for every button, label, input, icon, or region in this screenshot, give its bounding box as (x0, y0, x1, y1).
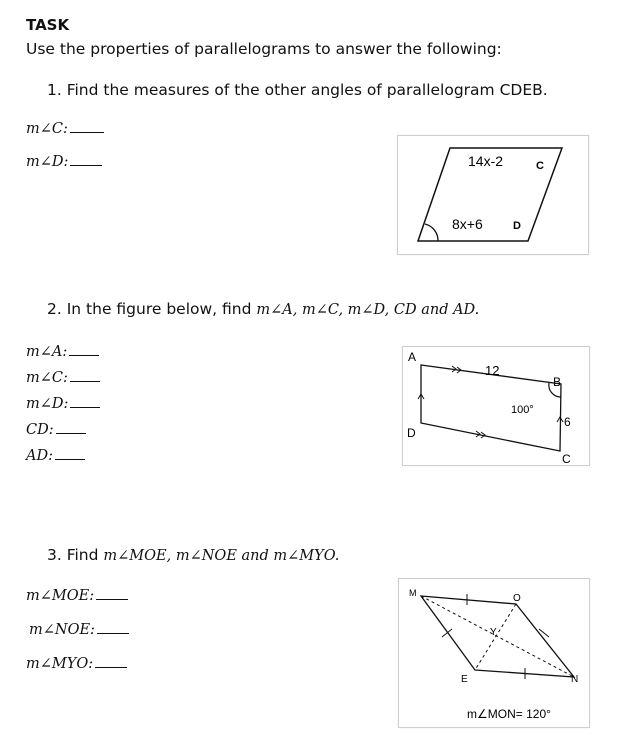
q3-answer-myo-blank[interactable] (95, 666, 127, 668)
q3-answer-noe-label: m∠NOE: (29, 622, 95, 638)
q3-diagonal-mn (421, 596, 574, 677)
q2-answer-cd-blank[interactable] (56, 432, 86, 434)
q2-prompt-text: 2. In the figure below, find (47, 300, 257, 318)
q3-prompt-math: m∠MOE, m∠NOE and m∠MYO. (103, 548, 340, 564)
q1-prompt: 1. Find the measures of the other angles of parallelogram CDEB. (47, 81, 548, 99)
q2-answer-d-label: m∠D: (26, 396, 69, 412)
q2-parallelogram-diagram (403, 347, 589, 465)
q2-answer-a (26, 341, 99, 360)
q3-answer-noe-blank[interactable] (97, 632, 129, 634)
q3-vertex-o: O (513, 593, 521, 604)
q3-given-angle: m∠MON= 120° (467, 707, 551, 721)
q2-vertex-c: C (562, 452, 571, 465)
q1-parallelogram-diagram (398, 136, 588, 254)
q2-answer-d (26, 393, 100, 412)
q3-answer-moe-blank[interactable] (96, 598, 128, 600)
q2-answer-cd (26, 419, 86, 438)
q2-answer-a-blank[interactable] (69, 354, 99, 356)
q3-rhombus-diagram (399, 579, 589, 727)
q1-vertex-c: C (536, 160, 544, 172)
q3-vertex-m: M (409, 588, 417, 598)
q1-answer-c (26, 118, 104, 137)
q3-figure (398, 578, 590, 728)
q2-prompt-math: m∠A, m∠C, m∠D, CD and AD. (256, 302, 480, 318)
q2-vertex-b: B (553, 375, 562, 389)
q3-vertex-n: N (571, 674, 579, 685)
q1-label-top: 14x-2 (468, 153, 504, 169)
q2-figure (402, 346, 590, 466)
task-instruction: Use the properties of parallelograms to answer the following: (26, 40, 502, 58)
q2-answer-a-label: m∠A: (26, 344, 68, 360)
q2-answer-ad-blank[interactable] (55, 458, 85, 460)
q3-answer-myo (26, 653, 127, 672)
q2-prompt (47, 300, 479, 318)
q1-answer-d (26, 151, 102, 170)
q1-answer-d-blank[interactable] (70, 164, 102, 166)
q3-answer-moe-label: m∠MOE: (26, 588, 95, 604)
q2-side-ab: 12 (485, 363, 500, 378)
q2-vertex-a: A (408, 350, 417, 364)
q2-answer-d-blank[interactable] (70, 406, 100, 408)
q2-vertex-d: D (407, 426, 416, 440)
q2-answer-c (26, 367, 100, 386)
q2-answer-c-blank[interactable] (70, 380, 100, 382)
q2-answer-ad-label: AD: (26, 448, 53, 464)
q3-center-y: Y (490, 627, 497, 638)
q1-angle-arc (425, 224, 438, 241)
q2-angle-b-label: 100° (511, 404, 534, 416)
q3-prompt-text: 3. Find (47, 546, 104, 564)
q2-answer-c-label: m∠C: (26, 370, 68, 386)
q2-answer-cd-label: CD: (26, 422, 54, 438)
q1-label-bottom: 8x+6 (452, 216, 483, 232)
q1-answer-d-label: m∠D: (26, 154, 69, 170)
q1-figure (397, 135, 589, 255)
q3-answer-moe (26, 585, 128, 604)
q1-vertex-d: D (513, 220, 521, 232)
q1-answer-c-blank[interactable] (70, 131, 104, 133)
q3-prompt (47, 546, 339, 564)
task-title: TASK (26, 16, 70, 34)
q1-answer-c-label: m∠C: (26, 121, 68, 137)
q3-vertex-e: E (461, 674, 468, 685)
q2-side-bc: 6 (564, 415, 571, 429)
q2-answer-ad (26, 445, 85, 464)
q3-answer-noe (29, 619, 129, 638)
q3-answer-myo-label: m∠MYO: (26, 656, 94, 672)
